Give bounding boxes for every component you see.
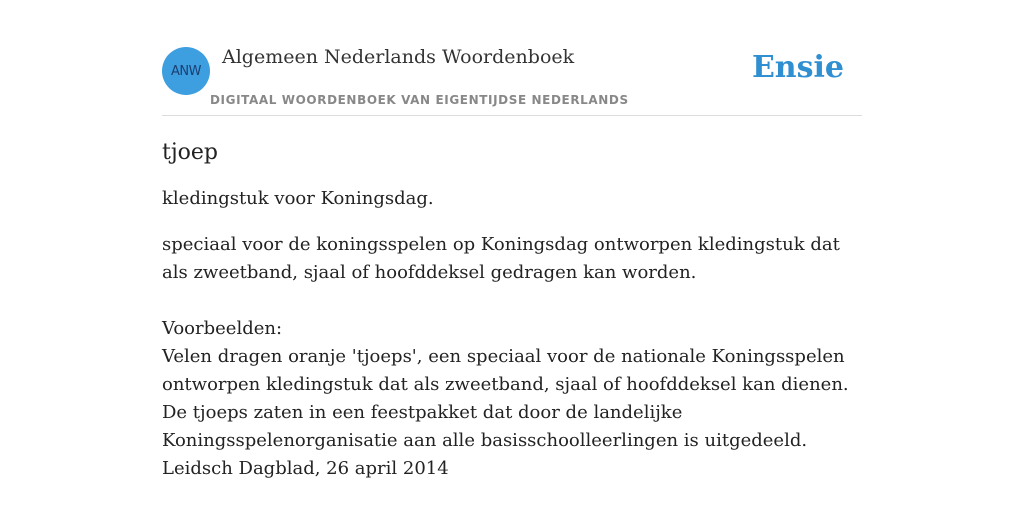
examples-section [162, 315, 862, 483]
short-definition: kledingstuk voor Koningsdag. [162, 188, 434, 209]
headword: tjoep [162, 140, 219, 165]
examples-label: Voorbeelden: [162, 318, 283, 339]
anw-logo-icon[interactable] [162, 47, 210, 95]
entry-content [162, 185, 862, 483]
logo-text: ANW [171, 63, 201, 79]
dictionary-header [162, 0, 862, 116]
dictionary-title[interactable]: Algemeen Nederlands Woordenboek [222, 46, 575, 68]
example-text: Velen dragen oranje 'tjoeps', een speciaal voor de nationale Koningsspelen ontworpen kledingstuk dat als zweetband, sjaal of hoofddeksel kan dienen. De tjoeps zaten in een feestpakket dat door de landelijke Koningsspelenorganisatie aan alle basisschoolleerlingen is uitgedeeld. [162, 346, 849, 451]
ensie-brand-link[interactable]: Ensie [751, 50, 844, 85]
long-definition: speciaal voor de koningsspelen op Koningsdag ontworpen kledingstuk dat als zweetband, sjaal of hoofddeksel gedragen kan worden. [162, 234, 840, 283]
example-source: Leidsch Dagblad, 26 april 2014 [162, 458, 449, 479]
entry-card [162, 0, 862, 483]
dictionary-subtitle: DIGITAAL WOORDENBOEK VAN EIGENTIJDSE NEDERLANDS [210, 93, 629, 107]
